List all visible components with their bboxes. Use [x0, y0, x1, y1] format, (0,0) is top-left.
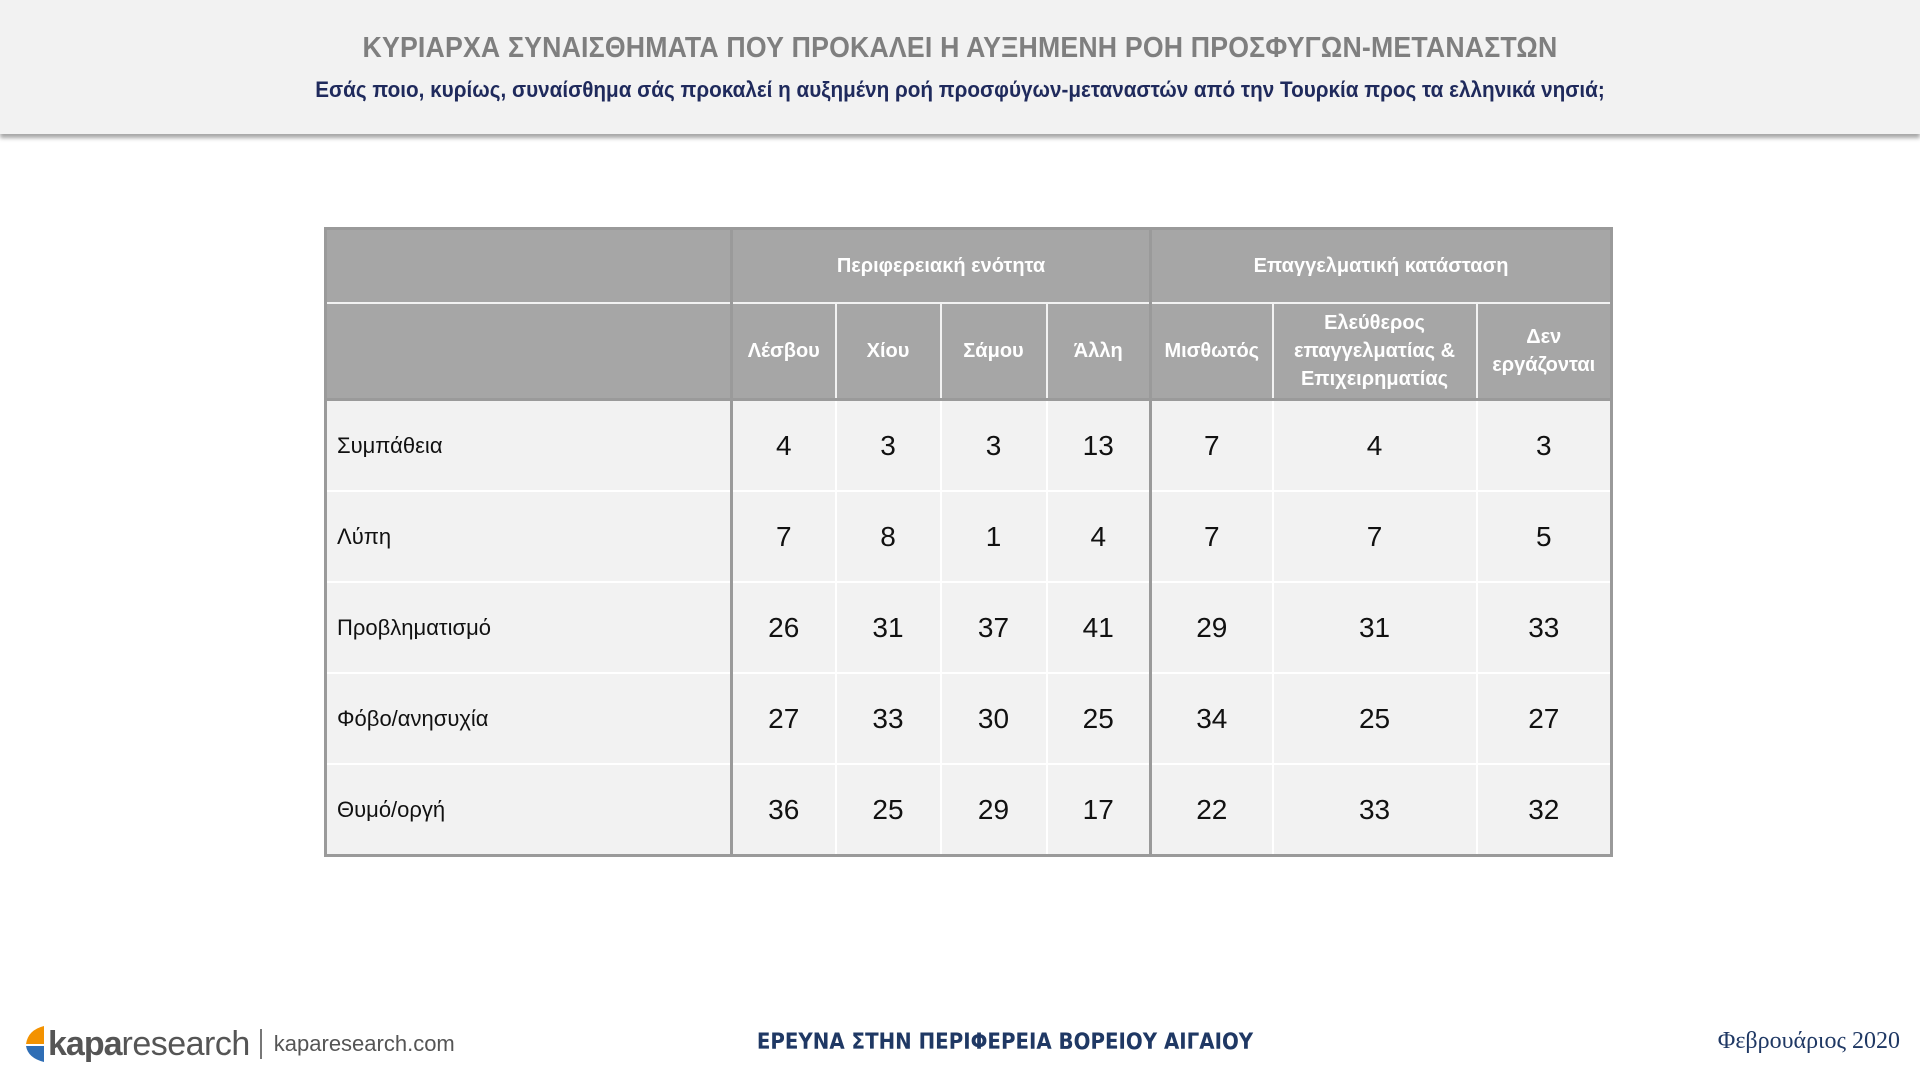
table-row	[326, 491, 1612, 582]
page-title: ΚΥΡΙΑΡΧΑ ΣΥΝΑΙΣΘΗΜΑΤΑ ΠΟΥ ΠΡΟΚΑΛΕΙ Η ΑΥΞΗΜΕΝΗ ΡΟΗ ΠΡΟΣΦΥΓΩΝ-ΜΕΤΑΝΑΣΤΩΝ	[362, 32, 1558, 64]
table-cell: 32	[1477, 764, 1612, 856]
table-cell: 7	[1151, 491, 1273, 582]
website-url: kaparesearch.com	[273, 1031, 455, 1056]
corner-cell	[326, 303, 732, 400]
question-subtitle: Εσάς ποιο, κυρίως, συναίσθημα σάς προκαλεί η αυξημένη ροή προσφύγων-μεταναστών από την Τουρκία προς τα ελληνικά νησιά;	[315, 77, 1605, 102]
table-row	[326, 582, 1612, 673]
group-header-region: Περιφερειακή ενότητα	[732, 229, 1151, 304]
table-cell: 30	[941, 673, 1047, 764]
table-cell: 37	[941, 582, 1047, 673]
survey-label: ΕΡΕΥΝΑ ΣΤΗΝ ΠΕΡΙΦΕΡΕΙΑ ΒΟΡΕΙΟΥ ΑΙΓΑΙΟΥ	[756, 1030, 1254, 1055]
table-row	[326, 400, 1612, 492]
table-cell: 29	[1151, 582, 1273, 673]
table-cell: 3	[1477, 400, 1612, 492]
row-label: Προβληματισμό	[326, 582, 732, 673]
table-cell: 25	[836, 764, 941, 856]
column-header: Δεν εργάζονται	[1477, 303, 1612, 400]
table-cell: 3	[836, 400, 941, 492]
table-cell: 8	[836, 491, 941, 582]
table-cell: 25	[1047, 673, 1151, 764]
table-cell: 25	[1273, 673, 1477, 764]
table-cell: 29	[941, 764, 1047, 856]
column-header: Άλλη	[1047, 303, 1151, 400]
table-cell: 36	[732, 764, 836, 856]
row-label: Θυμό/οργή	[326, 764, 732, 856]
header-band	[0, 0, 1920, 134]
table-cell: 27	[1477, 673, 1612, 764]
table-row	[326, 764, 1612, 856]
table-cell: 3	[941, 400, 1047, 492]
crosstab-table	[324, 227, 1613, 857]
table-cell: 26	[732, 582, 836, 673]
table-cell: 4	[1047, 491, 1151, 582]
table-cell: 34	[1151, 673, 1273, 764]
column-header: Χίου	[836, 303, 941, 400]
row-label: Λύπη	[326, 491, 732, 582]
table-cell: 4	[1273, 400, 1477, 492]
table-cell: 7	[1273, 491, 1477, 582]
table-cell: 5	[1477, 491, 1612, 582]
company-logo	[24, 1022, 455, 1066]
table-cell: 41	[1047, 582, 1151, 673]
table-cell: 4	[732, 400, 836, 492]
table-cell: 31	[1273, 582, 1477, 673]
column-header: Ελεύθερος επαγγελματίας & Επιχειρηματίας	[1273, 303, 1477, 400]
logo-divider	[260, 1029, 262, 1059]
logo-wordmark-research: research	[121, 1024, 250, 1063]
row-label: Συμπάθεια	[326, 400, 732, 492]
column-header: Σάμου	[941, 303, 1047, 400]
table-cell: 33	[1273, 764, 1477, 856]
kapa-research-logo-mark-icon	[24, 1024, 46, 1064]
corner-cell	[326, 229, 732, 304]
table-cell: 33	[1477, 582, 1612, 673]
column-header: Λέσβου	[732, 303, 836, 400]
table-cell: 7	[732, 491, 836, 582]
survey-date: Φεβρουάριος 2020	[1717, 1028, 1900, 1054]
group-header-row	[326, 229, 1612, 304]
table-cell: 31	[836, 582, 941, 673]
table-cell: 7	[1151, 400, 1273, 492]
table-cell: 17	[1047, 764, 1151, 856]
logo-wordmark-kapa: kapa	[48, 1024, 122, 1063]
row-label: Φόβο/ανησυχία	[326, 673, 732, 764]
table-cell: 27	[732, 673, 836, 764]
table-cell: 1	[941, 491, 1047, 582]
table-cell: 33	[836, 673, 941, 764]
table-row	[326, 673, 1612, 764]
table-cell: 13	[1047, 400, 1151, 492]
column-header: Μισθωτός	[1151, 303, 1273, 400]
group-header-employment: Επαγγελματική κατάσταση	[1151, 229, 1612, 304]
table-cell: 22	[1151, 764, 1273, 856]
column-header-row	[326, 303, 1612, 400]
